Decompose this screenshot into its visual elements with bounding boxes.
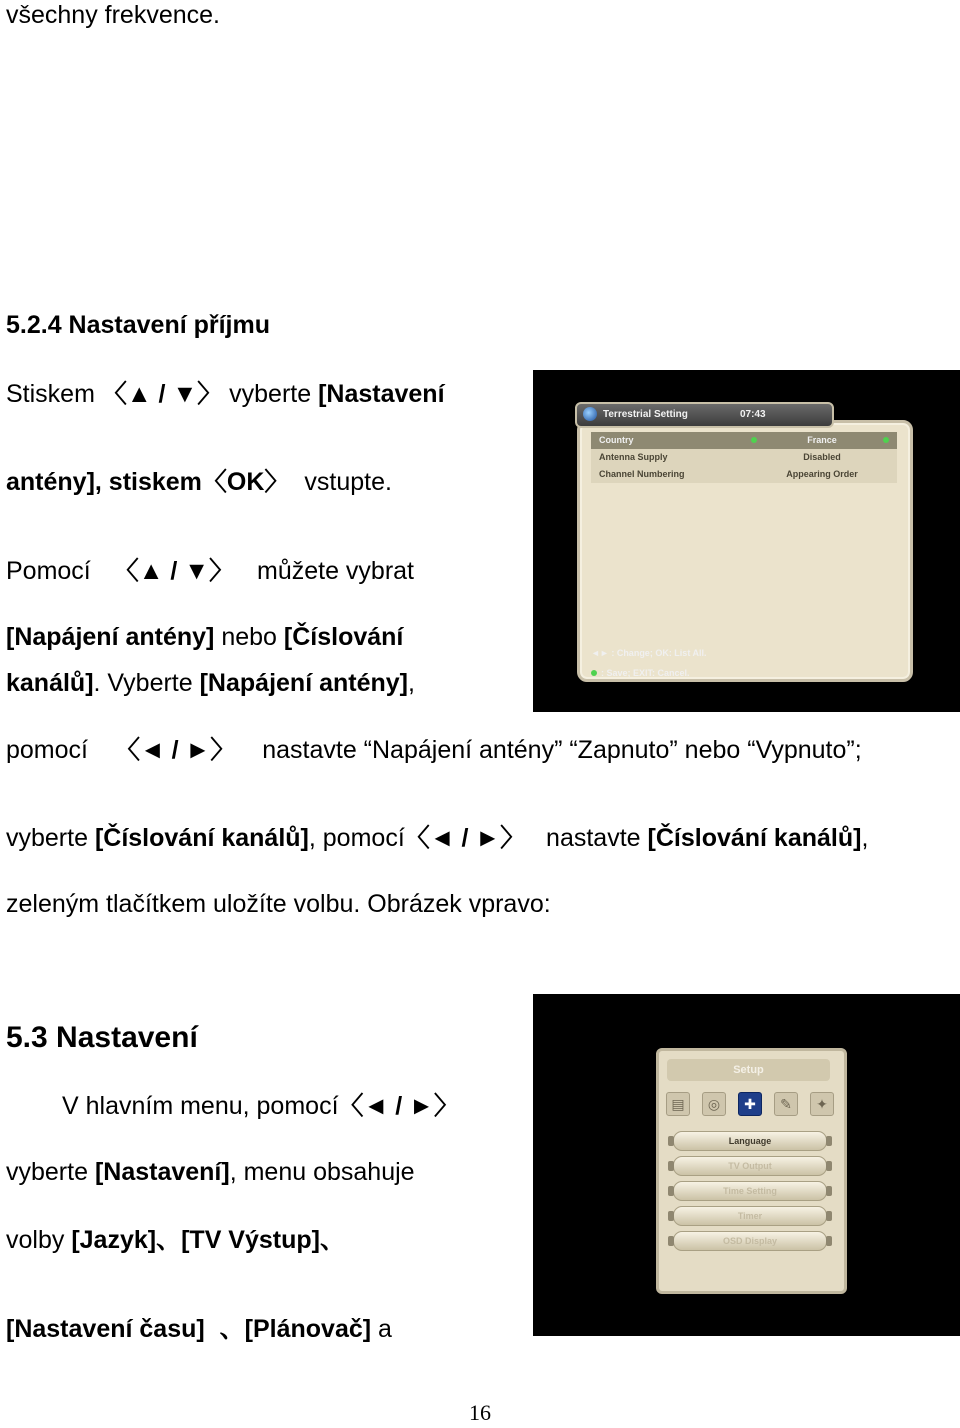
text-span: můžete vybrat (257, 557, 415, 585)
paragraph-line-12 (6, 1314, 392, 1344)
text-span: a (378, 1315, 392, 1343)
setting-row-country[interactable] (591, 432, 897, 449)
tools-icon[interactable]: ✎ (774, 1092, 798, 1116)
text-bold: [Nastavení] (94, 1158, 230, 1186)
button-cap (668, 1161, 674, 1171)
terrestrial-setting-screenshot (533, 370, 960, 712)
setup-menu-screenshot (533, 994, 960, 1336)
text-span: pomocí (6, 736, 88, 764)
right-arrow-indicator-icon (883, 437, 889, 443)
text-span: , menu obsahuje (229, 1158, 415, 1186)
menu-item-label: TV Output (728, 1161, 772, 1171)
button-cap (826, 1136, 832, 1146)
setting-value: Disabled (803, 452, 841, 462)
help-line-change: ◄► : Change; OK: List All. (591, 648, 707, 658)
menu-icon-bar (660, 1090, 838, 1120)
text-line-top: všechny frekvence. (6, 1, 220, 29)
channel-list-icon[interactable]: ▤ (666, 1092, 690, 1116)
button-cap (668, 1211, 674, 1221)
setting-label: Country (599, 435, 634, 445)
text-bold: [Jazyk]、[TV Výstup]、 (71, 1226, 345, 1254)
settings-list (591, 432, 897, 483)
menu-item-timer[interactable] (673, 1206, 827, 1226)
paragraph-line-6 (6, 735, 862, 765)
text-span: vyberte (6, 824, 88, 852)
extras-icon[interactable]: ✦ (810, 1092, 834, 1116)
text-bold: [Nastavení (318, 380, 445, 408)
page-number: 16 (469, 1400, 491, 1425)
section-heading-5-2-4: 5.2.4 Nastavení příjmu (6, 311, 271, 339)
key-up-down: 〈▲ / ▼〉 (113, 557, 235, 585)
text-span: , (861, 824, 869, 852)
paragraph-line-4 (6, 622, 403, 652)
text-span: nastavte (546, 824, 641, 852)
menu-item-osd-display[interactable] (673, 1231, 827, 1251)
setup-icon[interactable]: ✚ (738, 1092, 762, 1116)
setting-label: Antenna Supply (599, 452, 668, 462)
text-span: vyberte (229, 380, 312, 408)
text-span: vyberte (6, 1158, 88, 1186)
text-span: volby (6, 1226, 65, 1254)
text-span: nebo (221, 623, 277, 651)
settings-title: Terrestrial Setting (603, 409, 688, 420)
menu-item-label: Time Setting (723, 1186, 777, 1196)
help-line-save (591, 666, 690, 680)
settings-titlebar (575, 402, 834, 428)
setting-row-antenna-supply[interactable] (591, 449, 897, 466)
menu-item-language[interactable] (673, 1131, 827, 1151)
key-left-right: 〈◄ / ►〉 (114, 736, 236, 764)
paragraph-line-2 (6, 467, 392, 497)
text-bold: kanálů] (6, 669, 94, 697)
text-span: , pomocí (308, 824, 405, 852)
setting-row-channel-numbering[interactable] (591, 466, 897, 483)
left-arrow-indicator-icon (751, 437, 757, 443)
text-bold: antény], stiskem (6, 468, 202, 496)
button-cap (668, 1186, 674, 1196)
button-cap (826, 1186, 832, 1196)
paragraph-line-7 (6, 823, 868, 853)
text-bold: [Napájení antény] (199, 669, 408, 697)
menu-item-label: Language (728, 1136, 772, 1146)
text-bold: [Číslování (283, 623, 404, 651)
paragraph-line-10 (6, 1157, 415, 1187)
text-span: . Vyberte (93, 669, 193, 697)
menu-title: Setup (667, 1059, 830, 1081)
help-text: : Save; EXIT: Cancel. (601, 668, 690, 678)
key-left-right: 〈◄ / ►〉 (404, 824, 526, 852)
paragraph-line-8: zeleným tlačítkem uložíte volbu. Obrázek vpravo: (6, 890, 551, 918)
green-key-icon (591, 670, 597, 676)
text-bold: [Nastavení času] (6, 1315, 205, 1343)
clock-time: 07:43 (740, 409, 766, 420)
button-cap (668, 1236, 674, 1246)
menu-item-label: OSD Display (722, 1236, 778, 1246)
button-cap (826, 1236, 832, 1246)
button-cap (668, 1136, 674, 1146)
text-span: nastavte “Napájení antény” “Zapnuto” nebo “Vypnuto”; (262, 736, 862, 764)
text-span: V hlavním menu, pomocí (62, 1092, 339, 1120)
installation-icon[interactable]: ◎ (702, 1092, 726, 1116)
text-span: , (407, 669, 415, 697)
menu-item-time-setting[interactable] (673, 1181, 827, 1201)
globe-icon (583, 407, 597, 421)
setting-value: Appearing Order (786, 469, 858, 479)
key-ok: 〈OK〉 (201, 468, 290, 496)
section-heading-5-3: 5.3 Nastavení (6, 1021, 198, 1054)
button-cap (826, 1211, 832, 1221)
setting-value: France (807, 435, 837, 445)
text-span: Pomocí (6, 557, 91, 585)
text-bold: [Číslování kanálů] (647, 824, 862, 852)
paragraph-line-1 (6, 379, 445, 409)
key-left-right: 〈◄ / ►〉 (338, 1092, 459, 1120)
text-bold: [Napájení antény] (6, 623, 215, 651)
text-bold: [Číslování kanálů] (94, 824, 309, 852)
paragraph-line-9 (62, 1091, 459, 1121)
text-bold: 、[Plánovač] (219, 1315, 372, 1343)
menu-item-label: Timer (737, 1211, 763, 1221)
paragraph-line-3 (6, 556, 414, 586)
paragraph-line-5 (6, 668, 415, 698)
text-span: vstupte. (304, 468, 392, 496)
key-up-down: 〈▲ / ▼〉 (101, 380, 223, 408)
menu-item-tv-output[interactable] (673, 1156, 827, 1176)
button-cap (826, 1161, 832, 1171)
text-span: Stiskem (6, 380, 95, 408)
paragraph-line-11 (6, 1225, 345, 1255)
setting-label: Channel Numbering (599, 469, 685, 479)
